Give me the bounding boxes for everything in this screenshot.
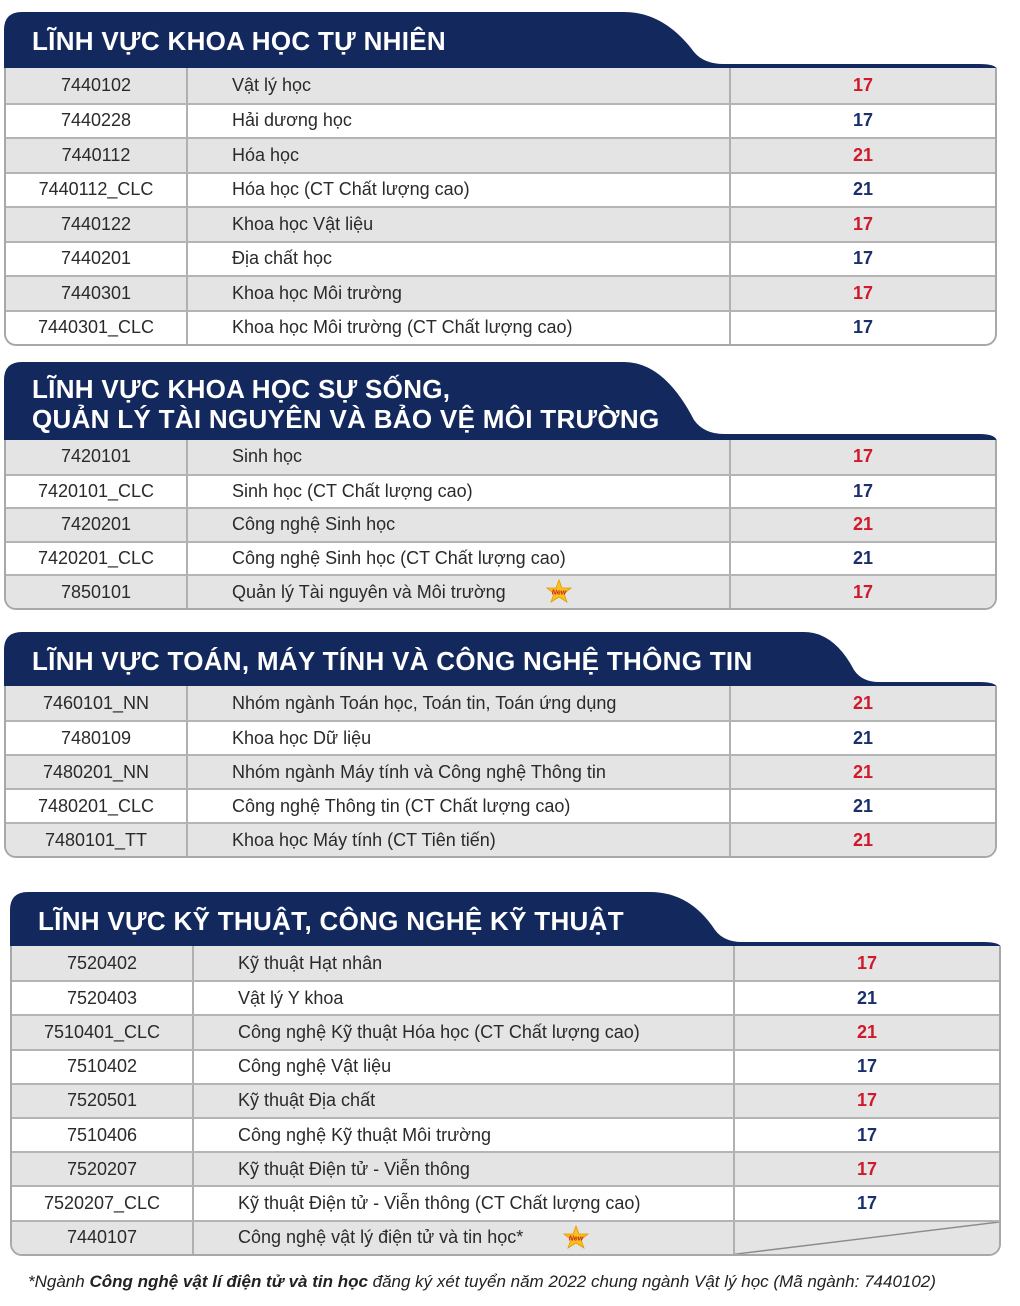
program-name-text: Khoa học Môi trường (CT Chất lượng cao) [232,317,573,338]
program-name-text: Kỹ thuật Hạt nhân [238,952,383,973]
program-name [194,946,735,980]
footnote-prefix: *Ngành [28,1272,90,1291]
program-name-text: Vật lý học [232,74,312,95]
admission-score: 17 [856,1158,878,1179]
footnote-bold: Công nghệ vật lí điện tử và tin học [89,1272,368,1291]
new-badge-label: New [569,1235,584,1243]
program-table [10,946,1001,1256]
program-name-text: Sinh học [232,446,303,467]
section-title: LĨNH VỰC KỸ THUẬT, CÔNG NGHỆ KỸ THUẬT [38,906,624,936]
program-name [188,509,731,541]
program-code: 7510401_CLC [12,1016,194,1048]
table-row [12,980,999,1014]
program-name [194,1119,735,1151]
section-header [4,12,997,70]
program-table [4,686,997,858]
program-name-text: Khoa học Vật liệu [232,213,374,234]
program-code: 7420101 [6,440,188,474]
table-row [6,686,995,720]
table-row [6,172,995,207]
program-code: 7420201 [6,509,188,541]
table-row [12,1049,999,1083]
program-table [4,440,997,610]
table-row [12,1083,999,1117]
program-name [188,68,731,103]
footnote-suffix: đăng ký xét tuyển năm 2022 chung ngành Vật lý học (Mã ngành: 7440102) [367,1272,936,1291]
admission-score: 21 [856,1021,878,1042]
program-name [194,1016,735,1048]
admission-score [735,1222,999,1254]
table-row [6,754,995,788]
table-row [6,541,995,575]
table-row [12,946,999,980]
admission-score: 17 [856,952,878,973]
table-row [12,1151,999,1185]
table-row [12,1220,999,1254]
program-table [4,68,997,346]
program-code: 7440112_CLC [6,174,188,207]
admission-score: 21 [852,795,874,816]
program-name [188,312,731,345]
program-name-text: Công nghệ Sinh học (CT Chất lượng cao) [232,548,566,569]
admission-score: 17 [852,213,874,234]
admission-score: 21 [856,987,878,1008]
program-code: 7510406 [12,1119,194,1151]
admission-score: 17 [852,317,874,338]
program-name-text: Công nghệ Kỹ thuật Hóa học (CT Chất lượng cao) [238,1021,640,1042]
program-name-text: Hóa học (CT Chất lượng cao) [232,179,470,200]
table-row [6,137,995,172]
program-name [188,174,731,207]
admission-score: 21 [852,761,874,782]
new-star-icon [546,579,572,605]
program-code: 7440301 [6,277,188,310]
program-name-text: Kỹ thuật Địa chất [238,1090,376,1111]
admission-score: 17 [852,480,874,501]
admission-score: 17 [856,1192,878,1213]
program-name [188,543,731,575]
table-row [6,206,995,241]
table-row [12,1185,999,1219]
program-code: 7520207 [12,1153,194,1185]
admission-score: 17 [852,110,874,131]
admission-score: 21 [852,548,874,569]
program-name-text: Địa chất học [232,248,333,269]
program-name [188,277,731,310]
program-code: 7510402 [12,1051,194,1083]
program-name-text: Khoa học Máy tính (CT Tiên tiến) [232,829,496,850]
program-name [188,105,731,138]
program-name-text: Công nghệ Kỹ thuật Môi trường [238,1124,491,1145]
program-name-text: Công nghệ Sinh học [232,514,396,535]
program-name [194,1085,735,1117]
program-name-text: Công nghệ vật lý điện tử và tin học* [238,1227,524,1248]
admission-score: 17 [856,1124,878,1145]
program-name [194,982,735,1014]
table-row [6,507,995,541]
program-code: 7480201_NN [6,756,188,788]
table-row [6,275,995,310]
program-name-text: Quản lý Tài nguyên và Môi trường [232,581,506,602]
program-name-text: Hóa học [232,144,300,165]
program-code: 7440112 [6,139,188,172]
admission-score: 17 [852,248,874,269]
table-row [6,241,995,276]
program-name-text: Công nghệ Vật liệu [238,1056,392,1077]
program-name [188,440,731,474]
program-name-text: Kỹ thuật Điện tử - Viễn thông [238,1158,470,1179]
program-code: 7520501 [12,1085,194,1117]
admission-score: 17 [852,282,874,303]
program-code: 7520402 [12,946,194,980]
empty-cell-diagonal [735,1222,999,1254]
table-row [6,68,995,103]
program-code: 7520207_CLC [12,1187,194,1219]
program-name [188,756,731,788]
admission-score: 21 [852,692,874,713]
table-row [6,822,995,856]
program-code: 7480109 [6,722,188,754]
section-title: LĨNH VỰC TOÁN, MÁY TÍNH VÀ CÔNG NGHỆ THÔNG TIN [32,646,753,676]
program-code: 7440122 [6,208,188,241]
table-row [6,310,995,345]
section-title: LĨNH VỰC KHOA HỌC SỰ SỐNG, QUẢN LÝ TÀI NGUYÊN VÀ BẢO VỆ MÔI TRƯỜNG [32,374,660,434]
program-code: 7440201 [6,243,188,276]
program-code: 7440107 [12,1222,194,1254]
program-name [194,1153,735,1185]
program-name [188,243,731,276]
footnote [28,1272,998,1292]
admission-score: 21 [852,144,874,165]
program-code: 7480101_TT [6,824,188,856]
program-code: 7850101 [6,576,188,608]
program-name [188,208,731,241]
admission-score: 21 [852,829,874,850]
program-name [188,686,731,720]
program-name [194,1051,735,1083]
admission-score: 17 [856,1056,878,1077]
program-name [188,824,731,856]
program-code: 7440228 [6,105,188,138]
table-row [6,720,995,754]
admission-score: 21 [852,514,874,535]
admission-score: 21 [852,179,874,200]
program-code: 7520403 [12,982,194,1014]
admission-score: 21 [852,727,874,748]
program-name-text: Khoa học Dữ liệu [232,727,372,748]
program-name-text: Sinh học (CT Chất lượng cao) [232,480,473,501]
section-header [4,362,997,442]
new-star-icon [563,1225,589,1251]
admission-score: 17 [852,74,874,95]
admission-score: 17 [852,446,874,467]
table-row [6,103,995,138]
program-code: 7460101_NN [6,686,188,720]
program-name [188,722,731,754]
program-name [188,139,731,172]
program-name-text: Công nghệ Thông tin (CT Chất lượng cao) [232,795,571,816]
table-row [12,1014,999,1048]
program-name [194,1222,735,1254]
program-name [188,576,731,608]
program-name-text: Khoa học Môi trường [232,282,402,303]
admission-score: 17 [852,581,874,602]
section-header [4,632,997,688]
admission-score: 17 [856,1090,878,1111]
program-name-text: Vật lý Y khoa [238,987,344,1008]
table-row [6,440,995,474]
program-name [188,790,731,822]
section-title: LĨNH VỰC KHOA HỌC TỰ NHIÊN [32,26,446,56]
program-name-text: Kỹ thuật Điện tử - Viễn thông (CT Chất lượng cao) [238,1192,641,1213]
table-row [6,474,995,508]
program-name [188,476,731,508]
program-code: 7420201_CLC [6,543,188,575]
program-code: 7480201_CLC [6,790,188,822]
table-row [6,574,995,608]
program-code: 7420101_CLC [6,476,188,508]
program-name-text: Hải dương học [232,110,352,131]
table-row [6,788,995,822]
table-row [12,1117,999,1151]
section-header [10,892,1001,948]
program-name-text: Nhóm ngành Toán học, Toán tin, Toán ứng dụng [232,692,617,713]
program-code: 7440102 [6,68,188,103]
program-code: 7440301_CLC [6,312,188,345]
new-badge-label: New [551,589,566,597]
program-name [194,1187,735,1219]
program-name-text: Nhóm ngành Máy tính và Công nghệ Thông tin [232,761,606,782]
